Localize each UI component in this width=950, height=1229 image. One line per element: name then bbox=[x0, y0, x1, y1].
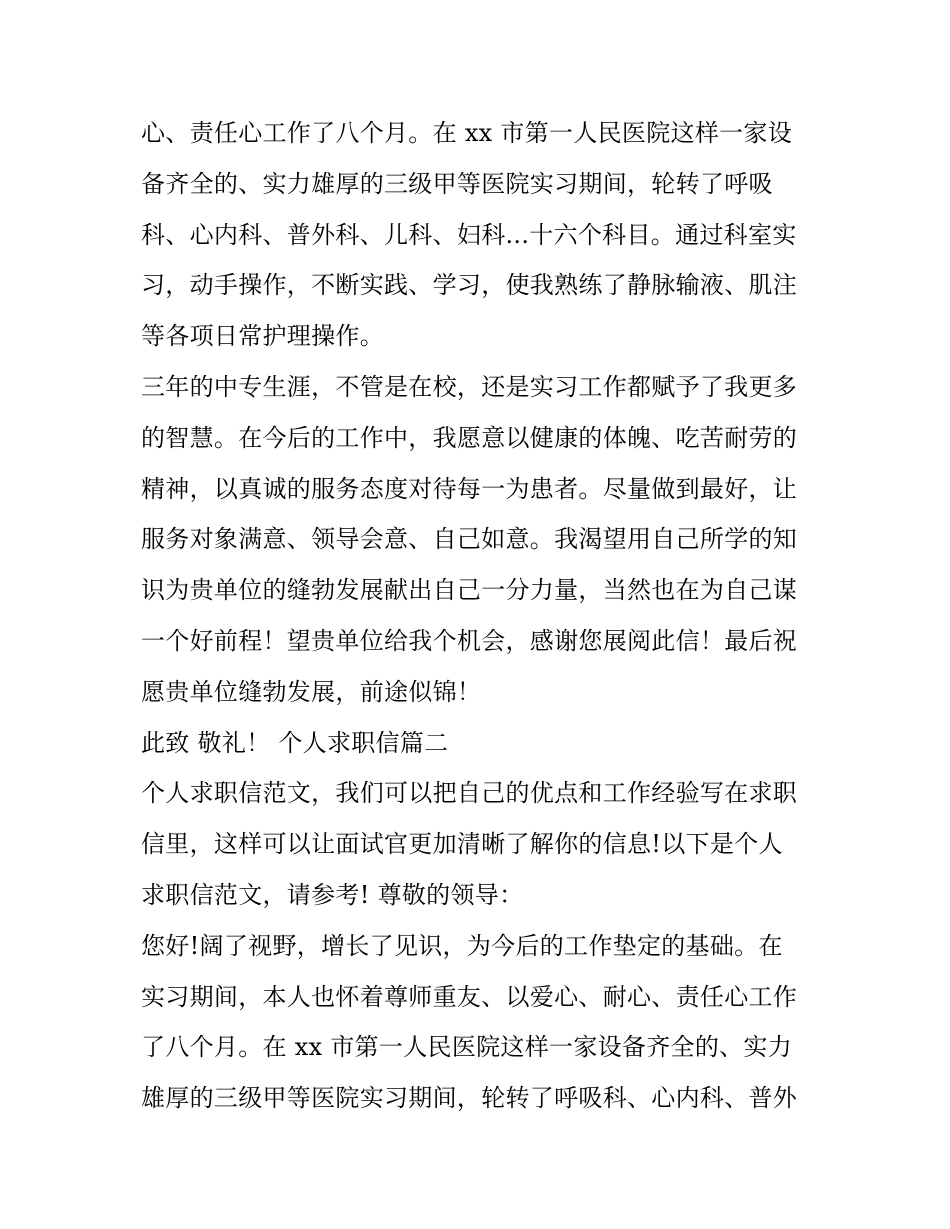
text-line: 一个好前程！望贵单位给我个机会，感谢您展阅此信！最后祝 bbox=[141, 626, 798, 655]
text-line: 雄厚的三级甲等医院实习期间，轮转了呼吸科、心内科、普外 bbox=[141, 1084, 798, 1113]
text-line: 习，动手操作，不断实践、学习，使我熟练了静脉输液、肌注 bbox=[141, 271, 798, 300]
text-line: 求职信范文，请参考! 尊敬的领导： bbox=[141, 880, 524, 909]
document-body bbox=[141, 108, 841, 1124]
section-heading-line: 此致 敬礼！ 个人求职信篇二 bbox=[141, 728, 449, 757]
text-line: 的智慧。在今后的工作中，我愿意以健康的体魄、吃苦耐劳的 bbox=[141, 423, 798, 452]
text-line: 精神，以真诚的服务态度对待每一为患者。尽量做到最好，让 bbox=[141, 474, 798, 503]
text-line: 识为贵单位的缝勃发展献出自己一分力量，当然也在为自己谋 bbox=[141, 576, 798, 605]
text-line: 心、责任心工作了八个月。在 xx 市第一人民医院这样一家设 bbox=[141, 119, 793, 147]
text-line: 实习期间，本人也怀着尊师重友、以爱心、耐心、责任心工作 bbox=[141, 982, 798, 1011]
text-line: 三年的中专生涯，不管是在校，还是实习工作都赋予了我更多 bbox=[141, 372, 798, 401]
text-line: 您好!阔了视野，增长了见识，为今后的工作垫定的基础。在 bbox=[141, 931, 783, 960]
text-line: 等各项日常护理操作。 bbox=[141, 322, 384, 351]
text-line: 备齐全的、实力雄厚的三级甲等医院实习期间，轮转了呼吸 bbox=[141, 169, 773, 198]
text-line: 服务对象满意、领导会意、自己如意。我渴望用自己所学的知 bbox=[141, 525, 798, 554]
text-line: 了八个月。在 xx 市第一人民医院这样一家设备齐全的、实力 bbox=[141, 1033, 793, 1062]
text-line: 愿贵单位缝勃发展，前途似锦！ bbox=[141, 677, 482, 706]
text-line: 科、心内科、普外科、儿科、妇科...十六个科目。通过科室实 bbox=[141, 220, 797, 249]
text-line: 信里，这样可以让面试官更加清晰了解你的信息!以下是个人 bbox=[141, 830, 783, 859]
text-line: 个人求职信范文，我们可以把自己的优点和工作经验写在求职 bbox=[141, 779, 798, 808]
